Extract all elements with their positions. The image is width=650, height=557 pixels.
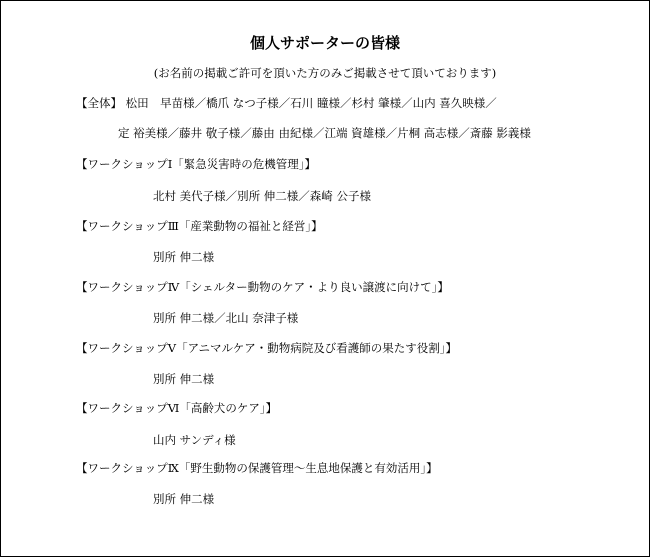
workshop-3-heading: 【ワークショップⅢ「産業動物の福祉と経営」】 [76, 219, 323, 233]
page-title: 個人サポーターの皆様 [249, 34, 400, 52]
workshop-9-names: 別所 伸二様 [153, 492, 215, 506]
workshop-9-heading: 【ワークショップⅨ「野生動物の保護管理～生息地保護と有効活用」】 [76, 461, 438, 475]
workshop-4-names: 別所 伸二様／北山 奈津子様 [153, 311, 299, 325]
workshop-6-names: 山内 サンディ様 [153, 433, 236, 447]
overall-supporters-line-1: 【全体】 松田 早苗様／橋爪 なつ子様／石川 瞳様／杉村 肇様／山内 喜久映様／ [76, 96, 497, 110]
workshop-1-names: 北村 美代子様／別所 伸二様／森崎 公子様 [153, 189, 371, 203]
workshop-5-heading: 【ワークショップⅤ「アニマルケア・動物病院及び看護師の果たす役割」】 [76, 341, 458, 355]
workshop-5-names: 別所 伸二様 [153, 372, 215, 386]
workshop-1-heading: 【ワークショップⅠ「緊急災害時の危機管理」】 [76, 157, 317, 171]
workshop-3-names: 別所 伸二様 [153, 250, 215, 264]
overall-supporters-line-2: 定 裕美様／藤井 敬子様／藤由 由紀様／江端 資雄様／片桐 高志様／斎藤 影義様 [118, 126, 531, 140]
workshop-6-heading: 【ワークショップⅥ「高齢犬のケア」】 [76, 401, 278, 415]
workshop-4-heading: 【ワークショップⅣ「シェルター動物のケア・より良い譲渡に向けて」】 [76, 280, 449, 294]
page-subtitle: (お名前の掲載ご許可を頂いた方のみご掲載させて頂いております) [153, 66, 497, 80]
